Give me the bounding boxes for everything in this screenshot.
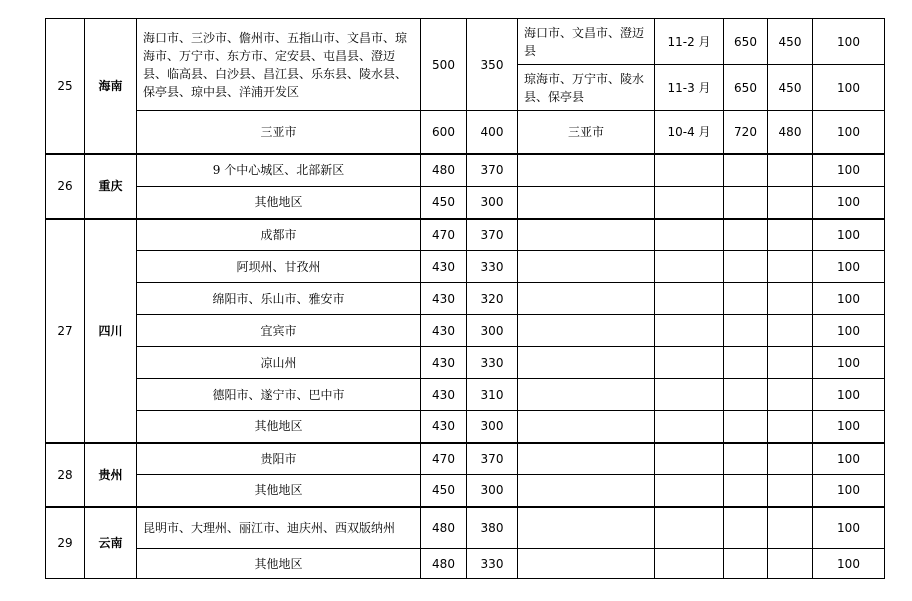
allowance-cell: 100 — [813, 19, 885, 65]
standard-b-cell: 380 — [467, 507, 518, 549]
standard-b-cell: 300 — [467, 315, 518, 347]
table-row — [46, 111, 885, 154]
region-cell: 三亚市 — [137, 111, 421, 154]
allowance-cell: 100 — [813, 411, 885, 443]
empty-cell — [655, 347, 724, 379]
province-name: 云南 — [85, 507, 137, 579]
region-cell: 凉山州 — [137, 347, 421, 379]
standard-a-cell: 470 — [421, 219, 467, 251]
empty-cell — [518, 443, 655, 475]
allowance-cell: 100 — [813, 154, 885, 187]
standard-b-cell: 370 — [467, 443, 518, 475]
standard-b-cell: 400 — [467, 111, 518, 154]
allowance-cell: 100 — [813, 283, 885, 315]
standard-b-cell: 350 — [467, 19, 518, 111]
empty-cell — [768, 315, 813, 347]
standard-a-cell: 430 — [421, 315, 467, 347]
region-cell: 其他地区 — [137, 411, 421, 443]
region-cell: 阿坝州、甘孜州 — [137, 251, 421, 283]
allowance-cell: 100 — [813, 507, 885, 549]
standard-a-cell: 480 — [421, 549, 467, 579]
standard-b-cell: 330 — [467, 549, 518, 579]
empty-cell — [518, 154, 655, 187]
region-cell: 其他地区 — [137, 475, 421, 507]
table-row — [46, 507, 885, 549]
peak-b-cell: 480 — [768, 111, 813, 154]
allowance-cell: 100 — [813, 347, 885, 379]
allowance-cell: 100 — [813, 443, 885, 475]
allowance-cell: 100 — [813, 219, 885, 251]
row-number: 27 — [46, 219, 85, 443]
empty-cell — [655, 379, 724, 411]
row-number: 25 — [46, 19, 85, 154]
region-cell: 昆明市、大理州、丽江市、迪庆州、西双版纳州 — [137, 507, 421, 549]
empty-cell — [655, 549, 724, 579]
peak-a-cell: 720 — [724, 111, 768, 154]
empty-cell — [724, 443, 768, 475]
empty-cell — [518, 219, 655, 251]
empty-cell — [518, 283, 655, 315]
empty-cell — [724, 187, 768, 219]
empty-cell — [768, 251, 813, 283]
empty-cell — [768, 411, 813, 443]
standard-b-cell: 300 — [467, 411, 518, 443]
empty-cell — [655, 411, 724, 443]
empty-cell — [724, 411, 768, 443]
standard-a-cell: 480 — [421, 154, 467, 187]
empty-cell — [724, 549, 768, 579]
allowance-cell: 100 — [813, 251, 885, 283]
empty-cell — [768, 443, 813, 475]
province-name: 四川 — [85, 219, 137, 443]
table-row — [46, 549, 885, 579]
region-cell: 成都市 — [137, 219, 421, 251]
standard-b-cell: 330 — [467, 347, 518, 379]
standard-a-cell: 430 — [421, 379, 467, 411]
empty-cell — [655, 475, 724, 507]
empty-cell — [768, 475, 813, 507]
standard-a-cell: 600 — [421, 111, 467, 154]
empty-cell — [655, 251, 724, 283]
standard-a-cell: 480 — [421, 507, 467, 549]
province-name: 重庆 — [85, 154, 137, 219]
row-number: 26 — [46, 154, 85, 219]
peak-region-cell: 三亚市 — [518, 111, 655, 154]
empty-cell — [518, 315, 655, 347]
region-cell: 宜宾市 — [137, 315, 421, 347]
empty-cell — [655, 219, 724, 251]
peak-region-cell: 琼海市、万宁市、陵水县、保亭县 — [518, 65, 655, 111]
empty-cell — [768, 549, 813, 579]
table-row — [46, 219, 885, 251]
empty-cell — [518, 187, 655, 219]
empty-cell — [768, 347, 813, 379]
table-row — [46, 19, 885, 65]
allowance-cell: 100 — [813, 65, 885, 111]
empty-cell — [655, 315, 724, 347]
region-cell: 其他地区 — [137, 187, 421, 219]
table-row — [46, 283, 885, 315]
allowance-cell: 100 — [813, 475, 885, 507]
empty-cell — [724, 154, 768, 187]
region-cell: 海口市、三沙市、儋州市、五指山市、文昌市、琼海市、万宁市、东方市、定安县、屯昌县、澄迈县、临高县、白沙县、昌江县、乐东县、陵水县、保亭县、琼中县、洋浦开发区 — [137, 19, 421, 111]
table-row — [46, 187, 885, 219]
standard-b-cell: 300 — [467, 475, 518, 507]
empty-cell — [724, 379, 768, 411]
peak-a-cell: 650 — [724, 19, 768, 65]
standard-a-cell: 450 — [421, 475, 467, 507]
allowance-cell: 100 — [813, 315, 885, 347]
empty-cell — [768, 219, 813, 251]
allowance-cell: 100 — [813, 187, 885, 219]
table-row — [46, 443, 885, 475]
allowance-table — [45, 18, 885, 579]
peak-b-cell: 450 — [768, 65, 813, 111]
peak-region-cell: 海口市、文昌市、澄迈县 — [518, 19, 655, 65]
table-row — [46, 379, 885, 411]
allowance-cell: 100 — [813, 549, 885, 579]
region-cell: 绵阳市、乐山市、雅安市 — [137, 283, 421, 315]
peak-period-cell: 10-4 月 — [655, 111, 724, 154]
province-name: 海南 — [85, 19, 137, 154]
standard-a-cell: 430 — [421, 251, 467, 283]
peak-period-cell: 11-3 月 — [655, 65, 724, 111]
standard-b-cell: 370 — [467, 219, 518, 251]
standard-a-cell: 430 — [421, 411, 467, 443]
table-row — [46, 475, 885, 507]
empty-cell — [518, 379, 655, 411]
region-cell: 贵阳市 — [137, 443, 421, 475]
row-number: 29 — [46, 507, 85, 579]
empty-cell — [655, 283, 724, 315]
peak-a-cell: 650 — [724, 65, 768, 111]
empty-cell — [655, 187, 724, 219]
empty-cell — [518, 251, 655, 283]
standard-b-cell: 330 — [467, 251, 518, 283]
empty-cell — [724, 219, 768, 251]
empty-cell — [655, 507, 724, 549]
empty-cell — [724, 507, 768, 549]
table-row — [46, 251, 885, 283]
peak-period-cell: 11-2 月 — [655, 19, 724, 65]
region-cell: 德阳市、遂宁市、巴中市 — [137, 379, 421, 411]
empty-cell — [768, 379, 813, 411]
standard-b-cell: 320 — [467, 283, 518, 315]
standard-a-cell: 430 — [421, 347, 467, 379]
standard-a-cell: 430 — [421, 283, 467, 315]
empty-cell — [724, 315, 768, 347]
row-number: 28 — [46, 443, 85, 507]
region-cell: 9 个中心城区、北部新区 — [137, 154, 421, 187]
standard-a-cell: 500 — [421, 19, 467, 111]
province-name: 贵州 — [85, 443, 137, 507]
standard-b-cell: 300 — [467, 187, 518, 219]
empty-cell — [768, 154, 813, 187]
allowance-cell: 100 — [813, 111, 885, 154]
standard-b-cell: 370 — [467, 154, 518, 187]
standard-a-cell: 470 — [421, 443, 467, 475]
empty-cell — [768, 283, 813, 315]
empty-cell — [518, 475, 655, 507]
standard-b-cell: 310 — [467, 379, 518, 411]
empty-cell — [724, 251, 768, 283]
empty-cell — [724, 283, 768, 315]
region-cell: 其他地区 — [137, 549, 421, 579]
empty-cell — [518, 507, 655, 549]
empty-cell — [724, 347, 768, 379]
empty-cell — [655, 443, 724, 475]
table-row — [46, 347, 885, 379]
empty-cell — [768, 507, 813, 549]
empty-cell — [724, 475, 768, 507]
allowance-cell: 100 — [813, 379, 885, 411]
empty-cell — [518, 549, 655, 579]
standard-a-cell: 450 — [421, 187, 467, 219]
empty-cell — [518, 347, 655, 379]
table-row — [46, 154, 885, 187]
table-row — [46, 315, 885, 347]
table-row — [46, 411, 885, 443]
empty-cell — [518, 411, 655, 443]
empty-cell — [768, 187, 813, 219]
peak-b-cell: 450 — [768, 19, 813, 65]
empty-cell — [655, 154, 724, 187]
